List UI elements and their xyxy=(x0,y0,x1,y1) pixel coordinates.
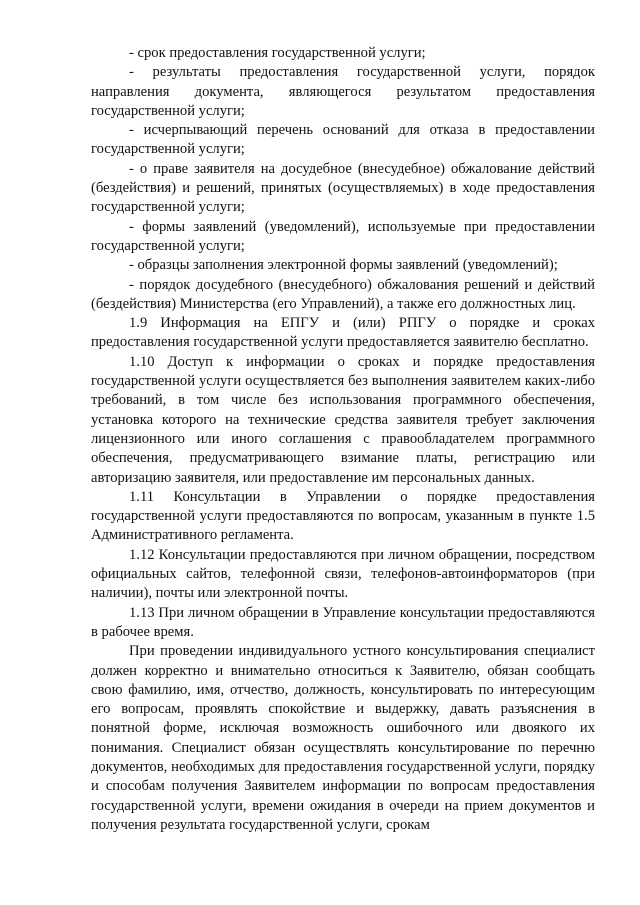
paragraph-1-12: 1.12 Консультации предоставляются при личном обращении, посредством официальных сайтов, телефонной связи, телефонов-автоинформаторов (при наличии), почты или электронной почты. xyxy=(91,546,595,602)
paragraph-1-10: 1.10 Доступ к информации о сроках и порядке предоставления государственной услуги осуществляется без выполнения заявителем каких-либо требований, в том числе без использования программного обеспечения, установка которого на технические средства заявителя требует заключения лицензионного или иного соглашения с правообладателем программного обеспечения, предусматривающего взимание платы, регистрацию или авторизацию заявителя, или предоставление им персональных данных. xyxy=(91,353,595,486)
paragraph-1-13: 1.13 При личном обращении в Управление консультации предоставляются в рабочее время. xyxy=(91,604,595,640)
paragraph-consultation-rules: При проведении индивидуального устного консультирования специалист должен корректно и внимательно относиться к Заявителю, обязан сообщать свою фамилию, имя, отчество, должность, консультировать по интересующим его вопросам, проявлять спокойствие и выдержку, давать разъяснения в понятной форме, исключая возможность ошибочного или двоякого их понимания. Специалист обязан осуществлять консультирование по перечню документов, необходимых для предоставления государственной услуги, порядку и способам получения Заявителем информации по вопросам предоставления государственной услуги, времени ожидания в очереди на прием документов и получения результата государственной услуги, срокам xyxy=(91,643,595,833)
paragraph-form-samples: - образцы заполнения электронной формы заявлений (уведомлений); xyxy=(129,257,558,274)
paragraph-service-results: - результаты предоставления государственной услуги, порядок направления документа, являющегося результатом предоставления государственной услуги; xyxy=(91,64,595,119)
document-body xyxy=(91,44,595,835)
paragraph-application-forms: - формы заявлений (уведомлений), используемые при предоставлении государственной услуги; xyxy=(91,218,595,254)
paragraph-1-9: 1.9 Информация на ЕПГУ и (или) РПГУ о порядке и сроках предоставления государственной услуги предоставляется заявителю бесплатно. xyxy=(91,315,595,351)
paragraph-appeal-right: - о праве заявителя на досудебное (внесудебное) обжалование действий (бездействия) и решений, принятых (осуществляемых) в ходе предоставления государственной услуги; xyxy=(91,160,595,216)
paragraph-refusal-grounds: - исчерпывающий перечень оснований для отказа в предоставлении государственной услуги; xyxy=(91,122,595,158)
paragraph-1-11: 1.11 Консультации в Управлении о порядке предоставления государственной услуги предоставляются по вопросам, указанным в пункте 1.5 Административного регламента. xyxy=(91,488,595,544)
paragraph-service-term: - срок предоставления государственной услуги; xyxy=(129,45,426,61)
paragraph-appeal-procedure: - порядок досудебного (внесудебного) обжалования решений и действий (бездействия) Министерства (его Управлений), а также его должностных лиц. xyxy=(91,276,595,312)
